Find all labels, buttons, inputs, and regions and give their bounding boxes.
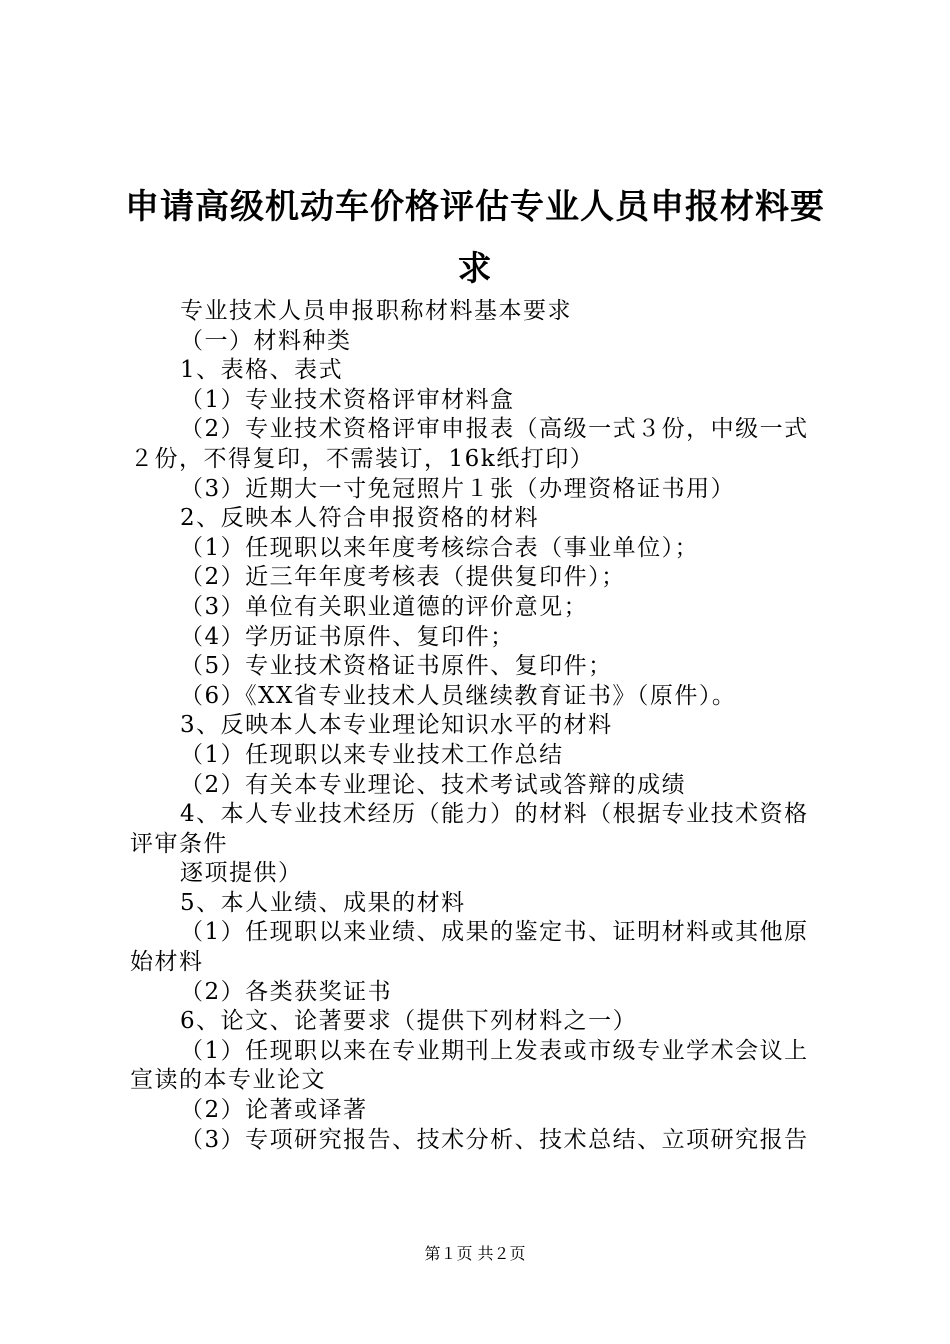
body-line: 2、反映本人符合申报资格的材料 — [180, 505, 540, 532]
body-line: （3）专项研究报告、技术分析、技术总结、立项研究报告 — [180, 1126, 809, 1153]
body-line: 4、本人专业技术经历（能力）的材料（根据专业技术资格 — [180, 801, 809, 828]
body-line: （2）近三年年度考核表（提供复印件）； — [180, 564, 626, 591]
body-line: 6、论文、论著要求（提供下列材料之一） — [180, 1008, 638, 1035]
body-line: （1）任现职以来年度考核综合表（事业单位）； — [180, 534, 700, 561]
document-body — [130, 297, 835, 1155]
body-line: （1）任现职以来业绩、成果的鉴定书、证明材料或其他原 — [180, 919, 809, 946]
body-line: （4）学历证书原件、复印件； — [180, 623, 515, 650]
body-line: （6）《XX省专业技术人员继续教育证书》（原件）。 — [180, 682, 737, 709]
body-line: 逐项提供） — [180, 860, 303, 887]
body-line: ２份，不得复印，不需装订，16k纸打印） — [130, 445, 595, 472]
body-line: （1）任现职以来在专业期刊上发表或市级专业学术会议上 — [180, 1037, 809, 1064]
body-line: （5）专业技术资格证书原件、复印件； — [180, 653, 613, 680]
title-line-2: 求 — [457, 249, 493, 289]
body-line: （2）专业技术资格评审申报表（高级一式３份，中级一式 — [180, 416, 809, 443]
body-line: （2）各类获奖证书 — [180, 978, 393, 1005]
document-title — [110, 176, 840, 300]
body-line: （2）有关本专业理论、技术考试或答辩的成绩 — [180, 771, 687, 798]
body-line: （2）论著或译著 — [180, 1097, 368, 1124]
body-line: 宣读的本专业论文 — [130, 1067, 326, 1094]
body-line: （1）任现职以来专业技术工作总结 — [180, 741, 564, 768]
body-line: 评审条件 — [130, 830, 228, 857]
body-line: （3）单位有关职业道德的评价意见； — [180, 593, 589, 620]
body-line: 3、反映本人本专业理论知识水平的材料 — [180, 712, 613, 739]
title-line-1: 申请高级机动车价格评估专业人员申报材料要 — [125, 187, 825, 227]
body-line: （1）专业技术资格评审材料盒 — [180, 386, 515, 413]
body-line: 5、本人业绩、成果的材料 — [180, 889, 466, 916]
body-line: 1、表格、表式 — [180, 357, 344, 384]
body-line: （一）材料种类 — [180, 327, 352, 354]
page-footer: 第１页 共２页 — [424, 1244, 526, 1263]
body-line: 始材料 — [130, 949, 204, 976]
body-line: 专业技术人员申报职称材料基本要求 — [180, 298, 572, 324]
body-line: （3）近期大一寸免冠照片１张（办理资格证书用） — [180, 475, 736, 502]
